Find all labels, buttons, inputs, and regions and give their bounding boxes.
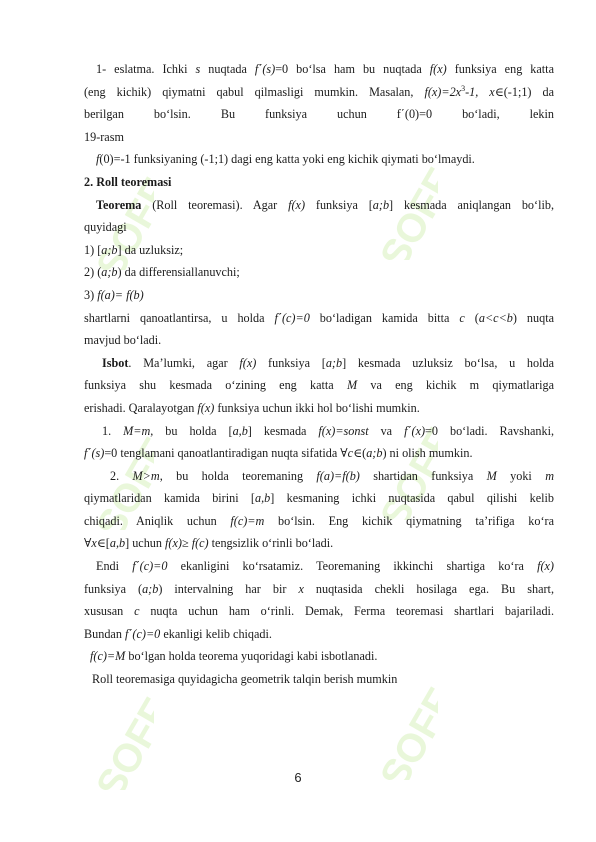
text-run: a;b <box>101 265 118 280</box>
text-run: mavjud bo‘ladi. <box>84 333 162 348</box>
text-line <box>84 126 554 149</box>
text-run: =0 bo‘ladi. Ravshanki, <box>425 423 555 438</box>
text-line <box>84 58 554 81</box>
text-line <box>84 216 554 239</box>
text-line <box>84 487 554 510</box>
text-line <box>84 532 554 555</box>
text-line <box>84 103 554 126</box>
text-run: f(x)=2x <box>424 84 462 99</box>
text-run: M <box>486 468 497 483</box>
text-line <box>84 329 554 352</box>
text-run: a,b <box>109 536 126 551</box>
text-line <box>84 239 554 262</box>
text-line <box>84 420 554 443</box>
text-run: ] kesmada <box>247 423 319 438</box>
text-run: ( <box>464 310 479 325</box>
text-line <box>84 307 554 330</box>
text-run: f(a)=f(b) <box>316 468 360 483</box>
text-run: Teorema <box>96 197 142 212</box>
text-run: ] kesmaning ichki nuqtasida qabul qilishi kelib <box>270 491 554 506</box>
text-run: Isbot <box>102 355 129 370</box>
svg-text:SOFF: SOFF <box>372 681 438 780</box>
text-run: ekanligini ko‘rsatamiz. Teoremaning ikkinchi shartiga ko‘ra <box>167 559 538 574</box>
text-run: shartlarni qanoatlantirsa, u holda <box>84 310 275 325</box>
text-run: bo‘lsin. <box>153 107 191 122</box>
text-run: f(x) <box>537 559 554 574</box>
text-run: 3) <box>84 287 98 302</box>
text-run: (Roll teoremasi). Agar <box>141 197 289 212</box>
svg-text:SOFF: SOFF <box>372 421 438 520</box>
text-run: ∈[ <box>96 536 110 551</box>
figure-reference: 19-rasm <box>84 129 124 144</box>
text-run: ] da uzluksiz; <box>117 242 184 257</box>
text-run: a;b <box>142 581 159 596</box>
text-run: f <box>96 152 100 167</box>
text-line <box>84 397 554 420</box>
text-run: (eng kichik) qiymatni qabul qilmasligi mumkin. Masalan, <box>84 84 425 99</box>
text-run: tengsizlik o‘rinli bo‘ladi. <box>208 536 334 551</box>
text-line <box>84 668 554 691</box>
text-run: f(x) <box>429 62 447 76</box>
text-run: f΄(s) <box>84 446 105 461</box>
text-run: . Ma’lumki, agar <box>128 355 240 370</box>
text-line <box>84 81 554 104</box>
section-heading <box>84 171 554 194</box>
svg-text:SOFF: SOFF <box>88 691 154 790</box>
text-line <box>84 465 554 488</box>
text-run: a,b <box>232 423 248 438</box>
text-run: =0 tenglamani qanoatlantiradigan nuqta sifatida ∀ <box>104 446 348 461</box>
text-run: -1, <box>465 84 490 99</box>
text-run: funksiya [ <box>305 197 373 212</box>
text-run: 3 <box>461 83 466 93</box>
text-line <box>84 510 554 533</box>
text-run: 2) ( <box>84 265 102 280</box>
text-run: ∈( <box>353 446 367 461</box>
text-run: M=m <box>123 423 151 438</box>
text-run: f΄(c)=0 <box>274 310 310 325</box>
text-run: Roll teoremasiga quyidagicha geometrik talqin berish mumkin <box>92 672 398 687</box>
text-run: 1. <box>102 423 124 438</box>
text-run: 1) [ <box>84 242 102 257</box>
text-run: berilgan <box>84 107 124 122</box>
text-run: a;b <box>372 197 390 212</box>
text-line <box>84 555 554 578</box>
text-run: funksiya ( <box>84 581 143 596</box>
text-line <box>84 600 554 623</box>
text-run: Bundan <box>84 626 125 641</box>
text-run: (0)=-1 funksiyaning (-1;1) dagi eng katta yoki eng kichik qiymati bo‘lmaydi. <box>99 152 475 167</box>
text-run: f΄(c)=0 <box>124 626 161 641</box>
text-line <box>84 352 554 375</box>
text-run: 1- eslatma. Ichki <box>96 62 196 76</box>
text-run: funksiya eng katta <box>446 62 554 76</box>
text-run: funksiya [ <box>256 355 326 370</box>
text-run: x <box>91 536 97 551</box>
text-line <box>84 578 554 601</box>
text-run: ) nuqta <box>512 310 555 325</box>
text-run: a<c<b <box>478 310 513 325</box>
text-run: x <box>489 84 495 99</box>
text-run: uchun <box>337 107 367 122</box>
text-run: nuqta uchun ham o‘rinli. Demak, Ferma teoremasi shartlari bajariladi. <box>139 604 554 619</box>
text-run: f(x)=sonst <box>318 423 369 438</box>
svg-text:SOFF: SOFF <box>88 171 154 270</box>
text-run: =0 bo‘lsa ham bu nuqtada <box>275 62 430 76</box>
text-run: x <box>298 581 304 596</box>
text-run: f(x) <box>197 400 215 415</box>
text-run: ) ni olish mumkin. <box>382 446 473 461</box>
text-run: a,b <box>254 491 271 506</box>
text-run: Bu <box>220 107 236 122</box>
text-run: f(a)= f(b) <box>97 287 144 302</box>
text-run: m <box>545 468 554 483</box>
text-run: f΄(c)=0 <box>132 559 168 574</box>
page-number: 6 <box>294 770 302 785</box>
text-run: lekin <box>529 107 554 122</box>
text-run: funksiya shu kesmada o‘zining eng katta <box>84 378 347 393</box>
text-line <box>84 645 554 668</box>
text-run: f(x)≥ f(c) <box>165 536 209 551</box>
text-run: nuqtasida chekli hosilaga ega. Bu shart, <box>303 581 554 596</box>
text-run: ) da differensiallanuvchi; <box>117 265 240 280</box>
text-run: f(c)=m <box>230 513 265 528</box>
text-run: xususan <box>84 604 135 619</box>
text-run: , bu holda [ <box>150 423 233 438</box>
text-run: s <box>195 62 201 76</box>
text-line <box>84 261 554 284</box>
text-run: qiymatlaridan kamida birini [ <box>84 491 255 506</box>
text-run: yoki <box>496 468 546 483</box>
text-run: ] uchun <box>125 536 166 551</box>
text-run: f΄(s) <box>254 62 276 76</box>
section-title: 2. Roll teoremasi <box>84 174 172 189</box>
text-run: a;b <box>366 446 383 461</box>
document-body <box>84 58 554 691</box>
text-run: ] kesmada aniqlangan bo‘lib, <box>389 197 554 212</box>
text-run: ∈(-1;1) da <box>494 84 555 99</box>
text-run: f(x) <box>288 197 306 212</box>
text-run: quyidagi <box>84 220 127 235</box>
text-run: f(c)=M <box>90 649 126 664</box>
text-run: 2. <box>110 468 133 483</box>
text-run: bo‘lgan holda teorema yuqoridagi kabi isbotlanadi. <box>125 649 378 664</box>
text-line <box>84 284 554 307</box>
text-run: , bu holda teoremaning <box>159 468 317 483</box>
text-run: M>m <box>132 468 160 483</box>
text-run: erishadi. Qaralayotgan <box>84 400 198 415</box>
svg-text:SOFF: SOFF <box>88 431 154 530</box>
text-run: va eng kichik m qiymatlariga <box>357 378 555 393</box>
text-run: shartidan funksiya <box>359 468 487 483</box>
text-run: bo‘lsin. Eng kichik qiymatning ta’rifiga ko‘ra <box>264 513 554 528</box>
text-run: c <box>134 604 140 619</box>
text-run: funksiya <box>265 107 308 122</box>
text-run: f΄(0)=0 <box>396 107 433 122</box>
text-run: ekanligi kelib chiqadi. <box>160 626 272 641</box>
svg-text:SOFF: SOFF <box>372 161 438 260</box>
text-run: a;b <box>101 242 118 257</box>
text-run: M <box>346 378 358 393</box>
text-run: chiqadi. Aniqlik uchun <box>84 513 231 528</box>
text-line <box>84 442 554 465</box>
text-run: va <box>368 423 405 438</box>
text-line <box>84 623 554 646</box>
text-run: ) intervalning har bir <box>158 581 299 596</box>
text-run: nuqtada <box>200 62 255 76</box>
text-run: f΄(x) <box>404 423 426 438</box>
text-run: bo‘ladi, <box>462 107 500 122</box>
text-run: c <box>459 310 465 325</box>
text-run: ∀ <box>84 536 92 551</box>
text-line <box>84 374 554 397</box>
text-line <box>84 148 554 171</box>
text-run: c <box>347 446 354 461</box>
text-line <box>84 194 554 217</box>
text-run: ] kesmada uzluksiz bo‘lsa, u holda <box>342 355 554 370</box>
text-run: f(x) <box>239 355 257 370</box>
text-run: Endi <box>96 559 133 574</box>
text-run: a;b <box>325 355 343 370</box>
text-run: bo‘ladigan kamida bitta <box>309 310 460 325</box>
text-run: funksiya uchun ikki hol bo‘lishi mumkin. <box>214 400 420 415</box>
